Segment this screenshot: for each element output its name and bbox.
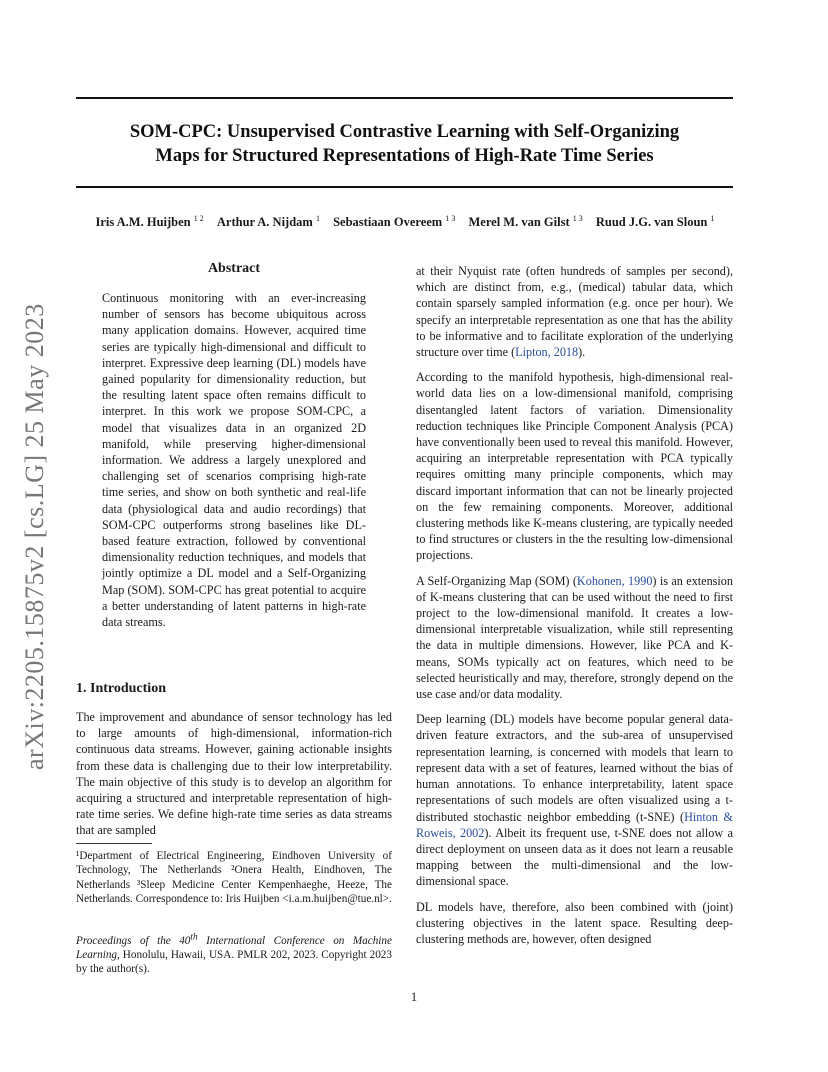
abstract-heading: Abstract — [207, 261, 261, 276]
paragraph: DL models have, therefore, also been combined with (joint) clustering objectives in the latent space. Resulting deep-clustering methods are, however, often designed — [416, 899, 733, 946]
paragraph: According to the manifold hypothesis, high-dimensional real-world data lies on a low-dimensional manifold, comprising disentangled latent factors of variation. Dimensionality reduction techniques like Principle Component Analysis (PCA) have conventionally been used to reveal this manifold. However, acquiring an interpretable representation with PCA typically requires omitting many principle components, which may discard important information that can not be linearly projected on the few remaining components. Moreover, additional clustering methods like K-means clustering, are typically needed to find structures or clusters in the the resulting low-dimensional projections. — [416, 370, 733, 563]
author-list — [60, 214, 750, 230]
author: Sebastiaan Overeem $^{1 3}$ — [333, 214, 456, 230]
bottom-title-rule — [76, 186, 733, 188]
introduction-text — [76, 709, 392, 848]
author: Ruud J.G. van Sloun $^1$ — [595, 214, 715, 230]
citation-link[interactable]: Lipton, 2018 — [515, 345, 579, 360]
title-line-2: Maps for Structured Representations of High-Rate Time Series — [155, 146, 654, 166]
footnote-rule — [76, 843, 152, 844]
proceedings-note: Proceedings of the 40th International Conference on Machine Learning, Honolulu, Hawaii, USA. PMLR 202, 2023. Copyright 2023 by the author(s). — [76, 932, 392, 976]
right-column — [416, 263, 733, 956]
citation-link[interactable]: Hinton & Roweis, 2002 — [416, 809, 734, 840]
intro-paragraph: The improvement and abundance of sensor technology has led to large amounts of high-dimensional, information-rich continuous data streams. However, gaining actionable insights from these data is challenging due to their low interpretability. The main objective of this study is to develop an algorithm for acquiring a structured and interpretable representation of high-rate time series. We define high-rate time series as data streams that are sampled — [76, 710, 392, 838]
citation-link[interactable]: Kohonen, 1990 — [576, 573, 653, 588]
abstract-text: Continuous monitoring with an ever-increasing number of sensors has become ubiquitous across many application domains. However, acquired time series are typically high-dimensional and difficult to interpret. Expressive deep learning (DL) models have gained popularity for dimensionality reduction, but the resulting latent space often remains difficult to interpret. In this work we propose SOM-CPC, a model that visualizes data in an organized 2D manifold, while preserving higher-dimensional information. We address a largely unexplored and challenging set of scenarios comprising high-rate time series, and show on both synthetic and real-life data (physiological data and audio recordings) that SOM-CPC outperforms strong baselines like DL-based feature extraction, followed by conventional dimensionality reduction techniques, and models that jointly optimize a DL model and a Self-Organizing Map (SOM). SOM-CPC has great potential to acquire a better understanding of latent patterns in high-rate data streams. — [102, 291, 366, 630]
author: Merel M. van Gilst $^{1 3}$ — [468, 214, 583, 230]
title-line-1: SOM-CPC: Unsupervised Contrastive Learning with Self-Organizing — [129, 122, 680, 142]
paragraph: A Self-Organizing Map (SOM) (Kohonen, 1990) is an extension of K-means clustering that can be used without the need to first project to the low-dimensional manifold. It creates a low-dimensional interpretable visualization, while still representing the data in multiple dimensions. However, like PCA and K-means, SOMs typically act on features, which need to be selected heuristically and may, therefore, strongly depend on the use case and/or data modality. — [416, 573, 733, 702]
page-number: 1 — [410, 990, 418, 1004]
paragraph: Deep learning (DL) models have become popular general data-driven feature extractors, and the sub-area of unsupervised representation learning, is concerned with models that learn to represent data with a set of features, learned without the bias of human annotations. To enhance interpretability, latent space representations of such models are often visualized using a t-distributed stochastic neighbor embedding (t-SNE) (Hinton & Roweis, 2002). Albeit its frequent use, t-SNE does not allow a direct deployment on unseen data as it does not learn a reusable mapping between the multi-dimensional and the low-dimensional space. — [416, 712, 734, 889]
top-rule — [76, 97, 733, 99]
affiliation-footnote: ¹Department of Electrical Engineering, Eindhoven University of Technology, The Netherlands ²Onera Health, Eindhoven, The Netherlands ³Sleep Medicine Center Kempenhaeghe, Heeze, The Netherlands. Correspondence to: Iris Huijben <i.a.m.huijben@tue.nl>. — [76, 850, 392, 905]
paper-title — [76, 120, 733, 168]
section-heading-introduction: 1. Introduction — [76, 681, 166, 696]
paragraph: at their Nyquist rate (often hundreds of samples per second), which are distinct from, e.g., (medical) tabular data, which contain sparsely sampled information (e.g. once per hour). We specify an interpretable representation as one that has the ability to be informative and to facilitate exploration of the underlying structure over time (Lipton, 2018). — [416, 264, 733, 360]
author: Arthur A. Nijdam $^1$ — [216, 214, 320, 230]
author: Iris A.M. Huijben $^{1 2}$ — [95, 214, 204, 230]
arxiv-stamp: arXiv:2205.15875v2 [cs.LG] 25 May 2023 — [20, 303, 49, 770]
